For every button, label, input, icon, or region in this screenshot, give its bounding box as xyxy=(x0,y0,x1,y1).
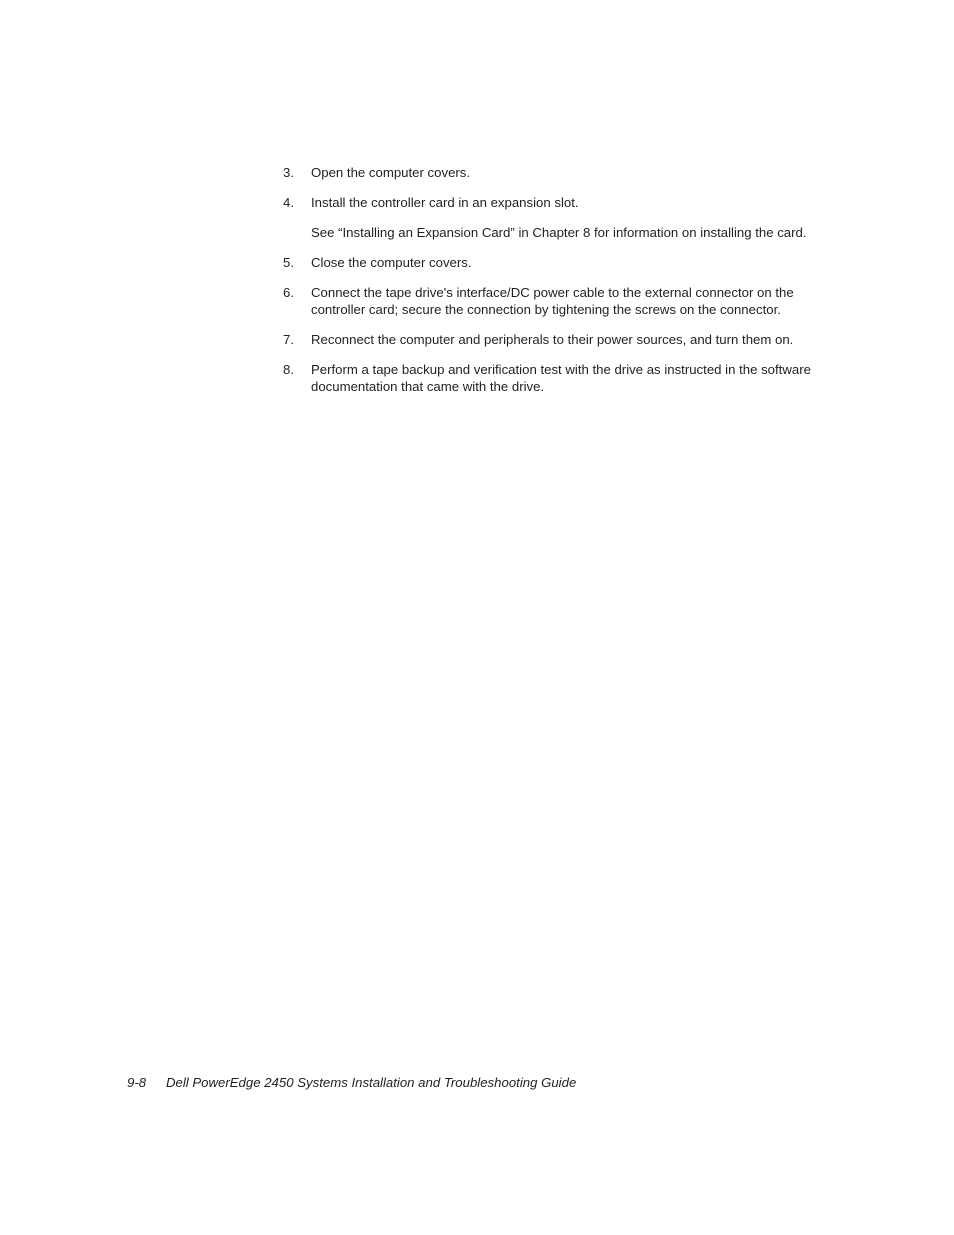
step-note: See “Installing an Expansion Card” in Chapter 8 for information on installing the card. xyxy=(311,225,807,240)
step-number: 6. xyxy=(283,285,294,300)
step-text: Install the controller card in an expansion slot. xyxy=(311,195,579,210)
step-number: 8. xyxy=(283,362,294,377)
step-item xyxy=(283,164,813,181)
step-body xyxy=(311,284,813,318)
step-body xyxy=(311,164,813,181)
page-footer xyxy=(127,1074,576,1091)
step-text: Connect the tape drive's interface/DC power cable to the external connector on the controller card; secure the connection by tightening the screws on the connector. xyxy=(311,285,794,317)
page-number: 9-8 xyxy=(127,1075,147,1090)
step-text: Reconnect the computer and peripherals to their power sources, and turn them on. xyxy=(311,332,794,347)
footer-title: Dell PowerEdge 2450 Systems Installation and Troubleshooting Guide xyxy=(166,1075,577,1090)
step-item xyxy=(283,194,813,241)
step-item xyxy=(283,361,813,395)
step-body xyxy=(311,254,813,271)
step-body xyxy=(311,194,813,241)
step-item xyxy=(283,284,813,318)
step-text: Close the computer covers. xyxy=(311,255,472,270)
step-number: 4. xyxy=(283,195,294,210)
step-body xyxy=(311,361,813,395)
step-item xyxy=(283,254,813,271)
procedure-steps xyxy=(283,164,813,408)
step-number: 5. xyxy=(283,255,294,270)
step-item xyxy=(283,331,813,348)
step-number: 7. xyxy=(283,332,294,347)
step-text: Perform a tape backup and verification test with the drive as instructed in the software documentation that came with the drive. xyxy=(311,362,811,394)
step-body xyxy=(311,331,813,348)
step-number: 3. xyxy=(283,165,294,180)
step-text: Open the computer covers. xyxy=(311,165,471,180)
